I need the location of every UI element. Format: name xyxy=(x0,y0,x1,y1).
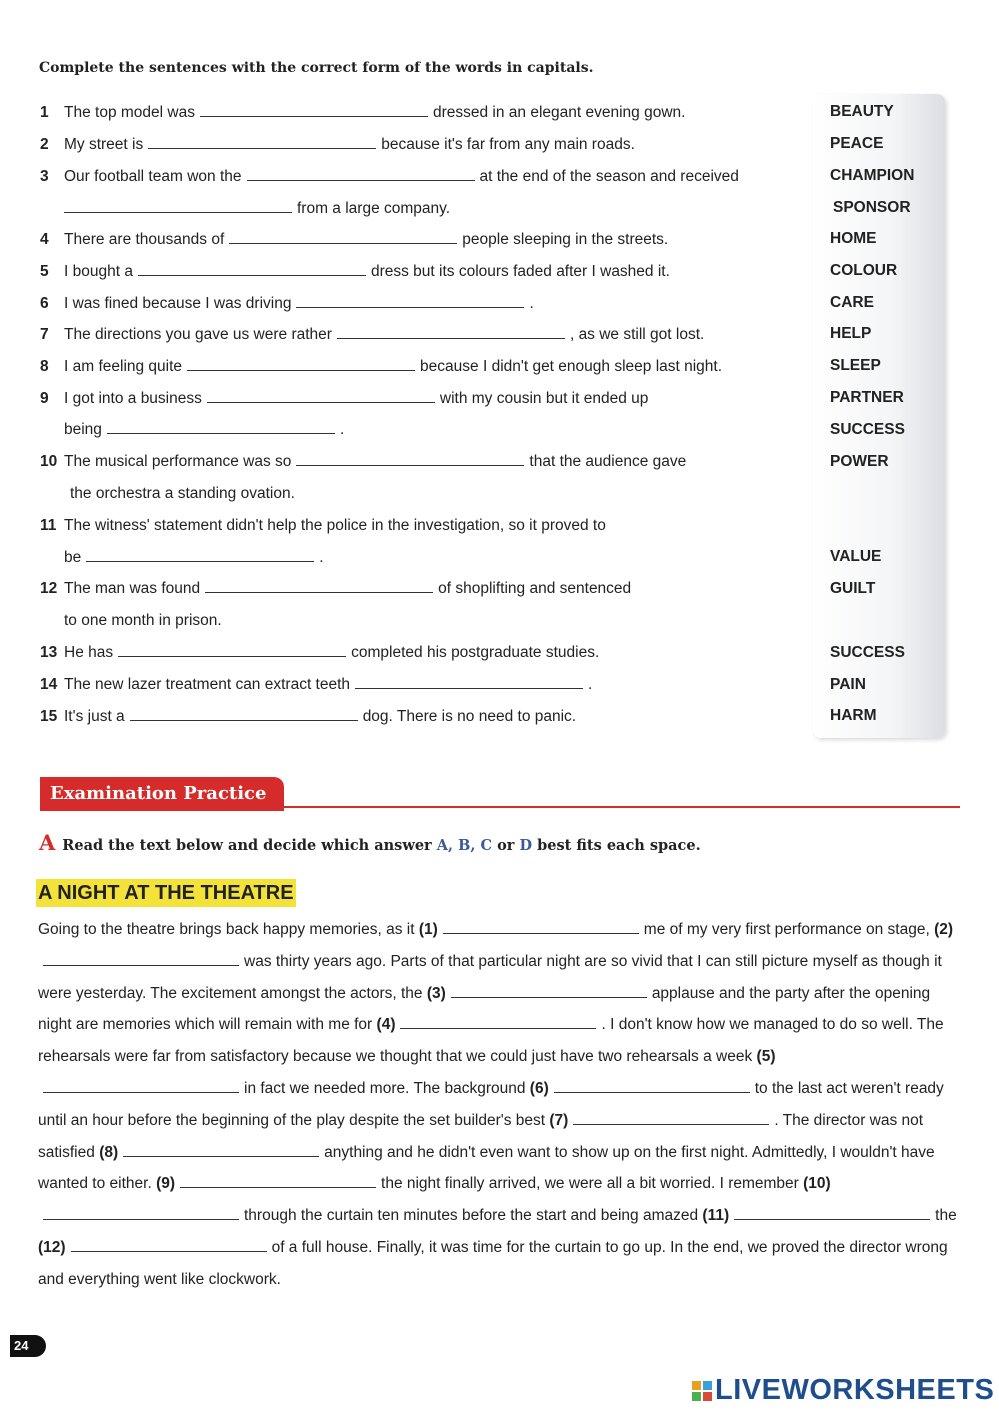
word-care: CARE xyxy=(830,294,874,311)
answer-blank-11[interactable] xyxy=(86,551,314,562)
answer-blank-3a[interactable] xyxy=(247,170,475,181)
answer-blank-13[interactable] xyxy=(118,646,346,657)
word-success-2: SUCCESS xyxy=(830,644,905,661)
word-home: HOME xyxy=(830,230,877,247)
passage-title: A NIGHT AT THE THEATRE xyxy=(36,879,296,907)
passage-blank-4[interactable] xyxy=(400,1018,596,1029)
sentence-4: 4 There are thousands of people sleeping in the streets. xyxy=(40,231,669,248)
passage-blank-8[interactable] xyxy=(123,1146,319,1157)
answer-blank-9a[interactable] xyxy=(207,392,435,403)
section-a-instructions: A Read the text below and decide which answer A, B, C or D best fits each space. xyxy=(39,830,701,855)
word-sleep: SLEEP xyxy=(830,357,881,374)
word-colour: COLOUR xyxy=(830,262,898,279)
word-value: VALUE xyxy=(830,548,882,565)
liveworksheets-logo: LIVEWORKSHEETS xyxy=(692,1374,994,1407)
word-peace: PEACE xyxy=(830,135,884,152)
word-pain: PAIN xyxy=(830,676,866,693)
instructions: Complete the sentences with the correct form of the words in capitals. xyxy=(39,60,594,76)
sentence-10: 10 The musical performance was so that the audience gave xyxy=(40,453,687,470)
sentence-9: 9 I got into a business with my cousin but it ended up xyxy=(40,390,649,407)
answer-blank-2[interactable] xyxy=(148,138,376,149)
sentence-2: 2 My street is because it's far from any main roads. xyxy=(40,136,635,153)
sentence-15: 15 It's just a dog. There is no need to panic. xyxy=(40,708,577,725)
sentence-5: 5 I bought a dress but its colours faded after I washed it. xyxy=(40,263,670,280)
answer-blank-14[interactable] xyxy=(355,678,583,689)
passage-blank-6[interactable] xyxy=(554,1082,750,1093)
passage-blank-2[interactable] xyxy=(43,955,239,966)
passage-blank-5[interactable] xyxy=(43,1082,239,1093)
liveworksheets-mark-icon xyxy=(692,1381,712,1401)
passage-blank-1[interactable] xyxy=(443,923,639,934)
section-divider xyxy=(250,806,960,808)
answer-blank-6[interactable] xyxy=(296,297,524,308)
answer-blank-15[interactable] xyxy=(130,710,358,721)
sentence-9-cont: being . xyxy=(64,421,345,438)
word-beauty: BEAUTY xyxy=(830,103,894,120)
passage-blank-11[interactable] xyxy=(734,1209,930,1220)
sentence-3-cont: from a large company. xyxy=(64,198,450,220)
sentence-11: 11 The witness' statement didn't help the police in the investigation, so it proved to xyxy=(40,517,606,534)
sentence-14: 14 The new lazer treatment can extract teeth . xyxy=(40,676,593,693)
word-guilt: GUILT xyxy=(830,580,876,597)
passage-text: Going to the theatre brings back happy memories, as it (1) me of my very first performance on stage, (2)was thirty years ago. Parts of that particular night are so vivid that I can still picture myself as though it were yesterday. The excitement amongst the actors, the (3) applause and the party after the opening night are memories which will remain with me for (4) . I don't know how we managed to do so well. The rehearsals were far from satisfactory because we thought that we could just have two rehearsals a week (5)in fact we needed more. The background (6) to the last act weren't ready until an hour before the beginning of the play despite the set builder's best (7) . The director was not satisfied (8) anything and he didn't even want to show up on the first night. Admittedly, I wouldn't have wanted to either. (9) the night finally arrived, we were all a bit worried. I remember (10)through the curtain ten minutes before the start and being amazed (11) the (12) of a full house. Finally, it was time for the curtain to go up. In the end, we proved the director wrong and everything went like clockwork. xyxy=(38,921,957,1288)
sentence-6: 6 I was fined because I was driving . xyxy=(40,295,534,312)
page-number: 24 xyxy=(10,1335,46,1357)
sentence-10-cont: the orchestra a standing ovation. xyxy=(70,485,295,502)
answer-blank-7[interactable] xyxy=(337,328,565,339)
sentence-7: 7 The directions you gave us were rather , as we still got lost. xyxy=(40,326,705,343)
answer-blank-4[interactable] xyxy=(229,233,457,244)
passage-blank-9[interactable] xyxy=(180,1177,376,1188)
answer-blank-12[interactable] xyxy=(205,582,433,593)
word-power: POWER xyxy=(830,453,889,470)
word-champion: CHAMPION xyxy=(830,167,915,184)
sentence-13: 13 He has completed his postgraduate studies. xyxy=(40,644,600,661)
answer-blank-8[interactable] xyxy=(187,360,415,371)
passage-blank-12[interactable] xyxy=(71,1241,267,1252)
answer-blank-3b[interactable] xyxy=(64,202,292,213)
word-sponsor: SPONSOR xyxy=(833,199,911,216)
sentence-1: 1 The top model was dressed in an elegant evening gown. xyxy=(40,104,686,121)
word-partner: PARTNER xyxy=(830,389,904,406)
sentence-11-cont: be . xyxy=(64,549,324,566)
word-harm: HARM xyxy=(830,707,877,724)
word-help: HELP xyxy=(830,325,872,342)
sentence-3: 3 Our football team won the at the end of the season and received xyxy=(40,168,739,185)
sentence-12-cont: to one month in prison. xyxy=(64,612,222,629)
answer-blank-9b[interactable] xyxy=(107,423,335,434)
passage-blank-10[interactable] xyxy=(43,1209,239,1220)
answer-blank-1[interactable] xyxy=(200,106,428,117)
answer-blank-10[interactable] xyxy=(296,455,524,466)
exam-practice-tab: Examination Practice xyxy=(40,777,284,811)
answer-blank-5[interactable] xyxy=(138,265,366,276)
sentence-12: 12 The man was found of shoplifting and sentenced xyxy=(40,580,632,597)
sentence-8: 8 I am feeling quite because I didn't get enough sleep last night. xyxy=(40,358,723,375)
passage-blank-3[interactable] xyxy=(451,987,647,998)
word-success: SUCCESS xyxy=(830,421,905,438)
passage-blank-7[interactable] xyxy=(573,1114,769,1125)
